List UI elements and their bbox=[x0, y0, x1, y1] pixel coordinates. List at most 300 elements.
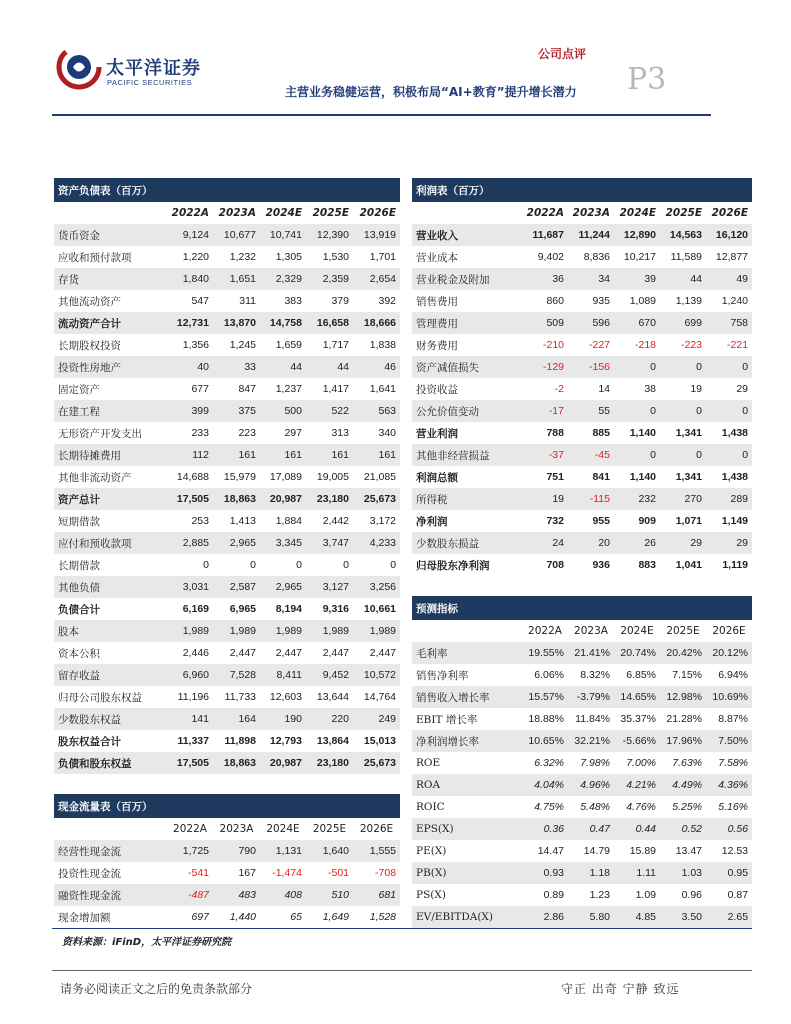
cell-value: 2,447 bbox=[260, 642, 306, 664]
cell-value: 1,413 bbox=[213, 510, 260, 532]
cell-value: 2.86 bbox=[522, 906, 568, 928]
cell-value: 0.93 bbox=[522, 862, 568, 884]
cell-value: 2,447 bbox=[353, 642, 400, 664]
cell-value: 596 bbox=[568, 312, 614, 334]
cell-value: 2,446 bbox=[167, 642, 213, 664]
row-label: 毛利率 bbox=[412, 642, 522, 664]
cell-value: 392 bbox=[353, 290, 400, 312]
table-row bbox=[412, 774, 752, 796]
year-header: 2025E bbox=[306, 202, 353, 224]
cell-value: 33 bbox=[213, 356, 260, 378]
cell-value: 935 bbox=[568, 290, 614, 312]
cell-value: 8,411 bbox=[260, 664, 306, 686]
row-label: 净利润增长率 bbox=[412, 730, 522, 752]
row-label: 经营性现金流 bbox=[54, 840, 167, 862]
table-row bbox=[54, 466, 400, 488]
table-row bbox=[412, 334, 752, 356]
cell-value: 0.47 bbox=[568, 818, 614, 840]
row-label: 其他流动资产 bbox=[54, 290, 167, 312]
table-row bbox=[412, 840, 752, 862]
cell-value: 9,316 bbox=[306, 598, 353, 620]
cell-value: 7.63% bbox=[660, 752, 706, 774]
cell-value: 289 bbox=[706, 488, 752, 510]
table-row bbox=[54, 488, 400, 510]
cell-value: 909 bbox=[614, 510, 660, 532]
cell-value: 10,572 bbox=[353, 664, 400, 686]
cell-value: 5.48% bbox=[568, 796, 614, 818]
cell-value: 9,452 bbox=[306, 664, 353, 686]
cell-value: 1,140 bbox=[614, 422, 660, 444]
table-row bbox=[54, 268, 400, 290]
table-row bbox=[412, 730, 752, 752]
cell-value: 522 bbox=[306, 400, 353, 422]
cell-value: 6.06% bbox=[522, 664, 568, 686]
cell-value: 1,149 bbox=[706, 510, 752, 532]
row-label: 销售净利率 bbox=[412, 664, 522, 686]
cell-value: 23,180 bbox=[306, 752, 353, 774]
cell-value: 44 bbox=[260, 356, 306, 378]
table-row bbox=[54, 532, 400, 554]
cell-value: 17,505 bbox=[167, 752, 213, 774]
cell-value: 1,438 bbox=[706, 466, 752, 488]
table-row bbox=[412, 378, 752, 400]
page-title: 主营业务稳健运营，积极布局“AI+教育”提升增长潜力 bbox=[285, 85, 577, 99]
cell-value: -156 bbox=[568, 356, 614, 378]
cell-value: 40 bbox=[167, 356, 213, 378]
cell-value: 141 bbox=[167, 708, 213, 730]
table-row bbox=[54, 246, 400, 268]
table-row bbox=[412, 466, 752, 488]
cell-value: 12.98% bbox=[660, 686, 706, 708]
cell-value: 24 bbox=[522, 532, 568, 554]
cell-value: 1,438 bbox=[706, 422, 752, 444]
cell-value: 20,987 bbox=[260, 752, 306, 774]
cell-value: 1,245 bbox=[213, 334, 260, 356]
cell-value: 220 bbox=[306, 708, 353, 730]
cell-value: 161 bbox=[306, 444, 353, 466]
row-label: 现金增加额 bbox=[54, 906, 167, 928]
cell-value: 253 bbox=[167, 510, 213, 532]
cell-value: 1,641 bbox=[353, 378, 400, 400]
cell-value: 1.09 bbox=[614, 884, 660, 906]
cell-value: 885 bbox=[568, 422, 614, 444]
cell-value: 18,863 bbox=[213, 752, 260, 774]
cell-value: 4.75% bbox=[522, 796, 568, 818]
cell-value: 39 bbox=[614, 268, 660, 290]
cell-value: 1,840 bbox=[167, 268, 213, 290]
cell-value: 18,666 bbox=[353, 312, 400, 334]
income-statement-title: 利润表（百万） bbox=[412, 178, 752, 202]
company-logo bbox=[56, 44, 204, 94]
cell-value: 12,731 bbox=[167, 312, 213, 334]
cell-value: 12.53 bbox=[706, 840, 752, 862]
cell-value: -5.66% bbox=[614, 730, 660, 752]
cell-value: 18.88% bbox=[522, 708, 568, 730]
cell-value: 1,140 bbox=[614, 466, 660, 488]
cell-value: 847 bbox=[213, 378, 260, 400]
cell-value: 25,673 bbox=[353, 488, 400, 510]
cell-value: 12,890 bbox=[614, 224, 660, 246]
source-note: 资料来源：iFinD，太平洋证券研究院 bbox=[62, 937, 232, 948]
cell-value: 11,898 bbox=[213, 730, 260, 752]
cell-value: -129 bbox=[522, 356, 568, 378]
cell-value: 1,240 bbox=[706, 290, 752, 312]
cell-value: 0.89 bbox=[522, 884, 568, 906]
cell-value: 3,031 bbox=[167, 576, 213, 598]
cell-value: 232 bbox=[614, 488, 660, 510]
cell-value: 36 bbox=[522, 268, 568, 290]
cell-value: 6,965 bbox=[213, 598, 260, 620]
cell-value: 8,194 bbox=[260, 598, 306, 620]
cell-value: 4.21% bbox=[614, 774, 660, 796]
cell-value: 5.16% bbox=[706, 796, 752, 818]
cell-value: 190 bbox=[260, 708, 306, 730]
row-label: 管理费用 bbox=[412, 312, 522, 334]
table-row bbox=[54, 642, 400, 664]
cell-value: 13,870 bbox=[213, 312, 260, 334]
table-row bbox=[54, 884, 400, 906]
cell-value: 8.32% bbox=[568, 664, 614, 686]
year-header: 2024E bbox=[614, 202, 660, 224]
cell-value: 1,119 bbox=[706, 554, 752, 576]
table-row bbox=[54, 686, 400, 708]
row-label: 财务费用 bbox=[412, 334, 522, 356]
cell-value: 563 bbox=[353, 400, 400, 422]
cell-value: 0 bbox=[213, 554, 260, 576]
table-row bbox=[54, 906, 400, 928]
year-header: 2023A bbox=[213, 818, 260, 840]
cell-value: 1,989 bbox=[260, 620, 306, 642]
cell-value: 7.00% bbox=[614, 752, 660, 774]
cell-value: -223 bbox=[660, 334, 706, 356]
cell-value: 0 bbox=[706, 444, 752, 466]
cell-value: 0 bbox=[167, 554, 213, 576]
cell-value: -17 bbox=[522, 400, 568, 422]
cell-value: 8,836 bbox=[568, 246, 614, 268]
cell-value: 25,673 bbox=[353, 752, 400, 774]
table-row bbox=[412, 268, 752, 290]
cell-value: 161 bbox=[353, 444, 400, 466]
forecast-title: 预测指标 bbox=[412, 596, 752, 620]
row-label: 无形资产开发支出 bbox=[54, 422, 167, 444]
table-row bbox=[54, 620, 400, 642]
cell-value: 0 bbox=[660, 400, 706, 422]
cell-value: 19,005 bbox=[306, 466, 353, 488]
row-label: 其他非流动资产 bbox=[54, 466, 167, 488]
table-row bbox=[412, 796, 752, 818]
cell-value: 11,687 bbox=[522, 224, 568, 246]
cell-value: 1,989 bbox=[353, 620, 400, 642]
cell-value: 26 bbox=[614, 532, 660, 554]
row-label: 营业税金及附加 bbox=[412, 268, 522, 290]
table-row bbox=[54, 598, 400, 620]
cell-value: 0 bbox=[306, 554, 353, 576]
row-label: 销售收入增长率 bbox=[412, 686, 522, 708]
cell-value: 699 bbox=[660, 312, 706, 334]
cell-value: 311 bbox=[213, 290, 260, 312]
cell-value: 1,341 bbox=[660, 466, 706, 488]
cell-value: 14,758 bbox=[260, 312, 306, 334]
year-header: 2024E bbox=[260, 818, 306, 840]
cell-value: 14.47 bbox=[522, 840, 568, 862]
table-row bbox=[412, 862, 752, 884]
cell-value: 0.44 bbox=[614, 818, 660, 840]
table-row bbox=[54, 378, 400, 400]
cell-value: 5.80 bbox=[568, 906, 614, 928]
row-label: 资产减值损失 bbox=[412, 356, 522, 378]
cell-value: 233 bbox=[167, 422, 213, 444]
cell-value: 10.69% bbox=[706, 686, 752, 708]
cell-value: 38 bbox=[614, 378, 660, 400]
cell-value: 0.87 bbox=[706, 884, 752, 906]
cell-value: 11,196 bbox=[167, 686, 213, 708]
cell-value: 790 bbox=[213, 840, 260, 862]
row-label: 留存收益 bbox=[54, 664, 167, 686]
row-label: PB(X) bbox=[412, 862, 522, 884]
cell-value: 3,256 bbox=[353, 576, 400, 598]
cell-value: 4.96% bbox=[568, 774, 614, 796]
cell-value: 1,305 bbox=[260, 246, 306, 268]
cell-value: 7,528 bbox=[213, 664, 260, 686]
cell-value: 1,237 bbox=[260, 378, 306, 400]
cell-value: -3.79% bbox=[568, 686, 614, 708]
cell-value: 14 bbox=[568, 378, 614, 400]
cell-value: 20.12% bbox=[706, 642, 752, 664]
table-row bbox=[412, 708, 752, 730]
cell-value: 955 bbox=[568, 510, 614, 532]
cell-value: 6.94% bbox=[706, 664, 752, 686]
cell-value: 20.42% bbox=[660, 642, 706, 664]
row-label: 营业成本 bbox=[412, 246, 522, 268]
cell-value: 112 bbox=[167, 444, 213, 466]
cell-value: 788 bbox=[522, 422, 568, 444]
cell-value: 1,071 bbox=[660, 510, 706, 532]
cell-value: 1,220 bbox=[167, 246, 213, 268]
cell-value: 1,838 bbox=[353, 334, 400, 356]
cell-value: 14.65% bbox=[614, 686, 660, 708]
cell-value: 17,089 bbox=[260, 466, 306, 488]
cell-value: 510 bbox=[306, 884, 353, 906]
year-header: 2022A bbox=[522, 620, 568, 642]
row-label: EV/EBITDA(X) bbox=[412, 906, 522, 928]
row-label: 股东权益合计 bbox=[54, 730, 167, 752]
cell-value: 500 bbox=[260, 400, 306, 422]
cell-value: 10,741 bbox=[260, 224, 306, 246]
cell-value: 49 bbox=[706, 268, 752, 290]
cell-value: 29 bbox=[660, 532, 706, 554]
table-row bbox=[54, 290, 400, 312]
table-row bbox=[54, 400, 400, 422]
row-label: 货币资金 bbox=[54, 224, 167, 246]
cell-value: 29 bbox=[706, 532, 752, 554]
footer-divider bbox=[52, 970, 752, 971]
row-label: 公允价值变动 bbox=[412, 400, 522, 422]
row-label: ROIC bbox=[412, 796, 522, 818]
cell-value: 14,764 bbox=[353, 686, 400, 708]
cell-value: 4,233 bbox=[353, 532, 400, 554]
header-divider bbox=[52, 114, 711, 116]
cell-value: -227 bbox=[568, 334, 614, 356]
row-label: 所得税 bbox=[412, 488, 522, 510]
row-label: 应付和预收款项 bbox=[54, 532, 167, 554]
cell-value: 161 bbox=[260, 444, 306, 466]
cell-value: 13,864 bbox=[306, 730, 353, 752]
cell-value: 1,530 bbox=[306, 246, 353, 268]
cell-value: 1,356 bbox=[167, 334, 213, 356]
cell-value: 7.15% bbox=[660, 664, 706, 686]
logo-mark-icon bbox=[56, 44, 102, 90]
cell-value: 3.50 bbox=[660, 906, 706, 928]
cell-value: 375 bbox=[213, 400, 260, 422]
cell-value: 17,505 bbox=[167, 488, 213, 510]
cell-value: 11.84% bbox=[568, 708, 614, 730]
cell-value: 4.85 bbox=[614, 906, 660, 928]
row-label: 负债合计 bbox=[54, 598, 167, 620]
row-label: EPS(X) bbox=[412, 818, 522, 840]
year-header: 2023A bbox=[568, 202, 614, 224]
cell-value: 708 bbox=[522, 554, 568, 576]
row-label: 负债和股东权益 bbox=[54, 752, 167, 774]
cell-value: 11,733 bbox=[213, 686, 260, 708]
cell-value: -501 bbox=[306, 862, 353, 884]
cell-value: 1,717 bbox=[306, 334, 353, 356]
table-row bbox=[54, 752, 400, 774]
cell-value: 841 bbox=[568, 466, 614, 488]
cell-value: 16,120 bbox=[706, 224, 752, 246]
cell-value: 21,085 bbox=[353, 466, 400, 488]
cell-value: 0 bbox=[260, 554, 306, 576]
cell-value: 19.55% bbox=[522, 642, 568, 664]
cell-value: 12,877 bbox=[706, 246, 752, 268]
forecast-table bbox=[412, 596, 752, 928]
cell-value: 1.23 bbox=[568, 884, 614, 906]
cash-flow-table bbox=[54, 794, 400, 928]
cell-value: 3,127 bbox=[306, 576, 353, 598]
cell-value: 1,725 bbox=[167, 840, 213, 862]
cell-value: 12,793 bbox=[260, 730, 306, 752]
cell-value: 4.04% bbox=[522, 774, 568, 796]
cell-value: 0 bbox=[706, 356, 752, 378]
cell-value: 21.28% bbox=[660, 708, 706, 730]
cash-flow-title: 现金流量表（百万） bbox=[54, 794, 400, 818]
cell-value: 46 bbox=[353, 356, 400, 378]
row-label: 应收和预付款项 bbox=[54, 246, 167, 268]
report-type: 公司点评 bbox=[538, 47, 587, 61]
row-label: 投资性房地产 bbox=[54, 356, 167, 378]
table-row bbox=[54, 840, 400, 862]
cell-value: 1,884 bbox=[260, 510, 306, 532]
cell-value: 167 bbox=[213, 862, 260, 884]
table-row bbox=[54, 224, 400, 246]
year-header: 2026E bbox=[353, 202, 400, 224]
cell-value: 55 bbox=[568, 400, 614, 422]
row-label: 长期待摊费用 bbox=[54, 444, 167, 466]
table-row bbox=[54, 862, 400, 884]
cell-value: 6.32% bbox=[522, 752, 568, 774]
row-label: 流动资产合计 bbox=[54, 312, 167, 334]
cell-value: 3,345 bbox=[260, 532, 306, 554]
cell-value: 6,960 bbox=[167, 664, 213, 686]
table-row bbox=[54, 576, 400, 598]
cell-value: 1,417 bbox=[306, 378, 353, 400]
year-header: 2022A bbox=[167, 818, 213, 840]
table-row bbox=[54, 422, 400, 444]
table-row bbox=[412, 488, 752, 510]
cell-value: 2,442 bbox=[306, 510, 353, 532]
cell-value: 1,089 bbox=[614, 290, 660, 312]
balance-sheet-table bbox=[54, 178, 400, 774]
cell-value: 1,651 bbox=[213, 268, 260, 290]
cell-value: 2,447 bbox=[213, 642, 260, 664]
year-header: 2022A bbox=[167, 202, 213, 224]
cell-value: 44 bbox=[306, 356, 353, 378]
cell-value: 10,677 bbox=[213, 224, 260, 246]
cell-value: 1,555 bbox=[353, 840, 400, 862]
cell-value: 379 bbox=[306, 290, 353, 312]
table-row bbox=[412, 686, 752, 708]
cell-value: 0.96 bbox=[660, 884, 706, 906]
row-label: EBIT 增长率 bbox=[412, 708, 522, 730]
cell-value: 65 bbox=[260, 906, 306, 928]
row-label: 其他负债 bbox=[54, 576, 167, 598]
row-label: 短期借款 bbox=[54, 510, 167, 532]
cell-value: 1,989 bbox=[306, 620, 353, 642]
table-row bbox=[412, 532, 752, 554]
cell-value: -708 bbox=[353, 862, 400, 884]
cell-value: 20,987 bbox=[260, 488, 306, 510]
year-header: 2025E bbox=[306, 818, 353, 840]
cell-value: 4.49% bbox=[660, 774, 706, 796]
cell-value: 2,885 bbox=[167, 532, 213, 554]
cell-value: 0 bbox=[660, 444, 706, 466]
cell-value: 9,402 bbox=[522, 246, 568, 268]
table-row bbox=[412, 818, 752, 840]
row-label: PE(X) bbox=[412, 840, 522, 862]
company-motto: 守正 出奇 宁静 致远 bbox=[561, 982, 680, 996]
cell-value: 936 bbox=[568, 554, 614, 576]
table-row bbox=[412, 906, 752, 928]
table-row bbox=[54, 730, 400, 752]
cell-value: 270 bbox=[660, 488, 706, 510]
cell-value: -115 bbox=[568, 488, 614, 510]
year-header: 2024E bbox=[260, 202, 306, 224]
cell-value: 340 bbox=[353, 422, 400, 444]
table-row bbox=[54, 664, 400, 686]
row-label: 存货 bbox=[54, 268, 167, 290]
table-row bbox=[54, 554, 400, 576]
table-row bbox=[412, 444, 752, 466]
cell-value: 383 bbox=[260, 290, 306, 312]
cell-value: -37 bbox=[522, 444, 568, 466]
cell-value: 1.11 bbox=[614, 862, 660, 884]
table-row bbox=[54, 312, 400, 334]
table-row bbox=[54, 334, 400, 356]
cell-value: 11,337 bbox=[167, 730, 213, 752]
cell-value: 32.21% bbox=[568, 730, 614, 752]
cell-value: 18,863 bbox=[213, 488, 260, 510]
cell-value: -45 bbox=[568, 444, 614, 466]
cell-value: -210 bbox=[522, 334, 568, 356]
cell-value: 547 bbox=[167, 290, 213, 312]
row-label: 在建工程 bbox=[54, 400, 167, 422]
cell-value: 4.76% bbox=[614, 796, 660, 818]
cell-value: -2 bbox=[522, 378, 568, 400]
cell-value: 11,244 bbox=[568, 224, 614, 246]
table-row bbox=[412, 664, 752, 686]
cell-value: 399 bbox=[167, 400, 213, 422]
cell-value: 1,131 bbox=[260, 840, 306, 862]
source-divider bbox=[52, 928, 752, 929]
